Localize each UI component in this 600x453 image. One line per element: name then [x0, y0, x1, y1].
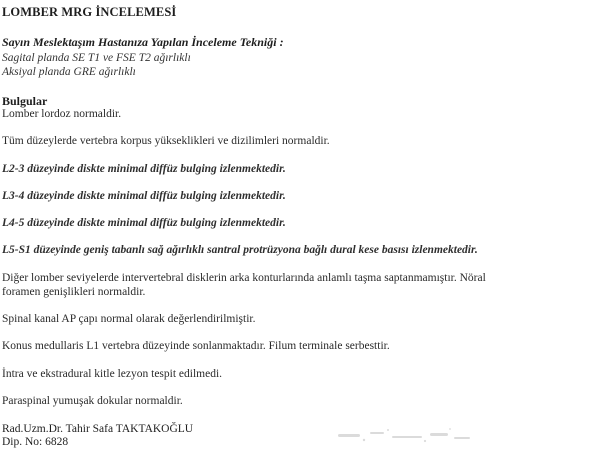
finding-vertebra: Tüm düzeylerde vertebra korpus yükseklikleri ve dizilimleri normaldir. — [2, 135, 330, 147]
finding-disc-l2-l3: L2-3 düzeyinde diskte minimal diffüz bulging izlenmektedir. — [2, 163, 286, 175]
finding-disc-l3-l4: L3-4 düzeyinde diskte minimal diffüz bulging izlenmektedir. — [2, 190, 286, 202]
signature-diploma-number: Dip. No: 6828 — [2, 436, 69, 448]
technique-line-sagittal: Sagital planda SE T1 ve FSE T2 ağırlıklı — [2, 52, 191, 64]
finding-conus-medullaris: Konus medullaris L1 vertebra düzeyinde sonlanmaktadır. Filum terminale serbesttir. — [2, 340, 390, 352]
scan-smudge — [330, 424, 480, 448]
finding-disc-l4-l5: L4-5 düzeyinde diskte minimal diffüz bulging izlenmektedir. — [2, 217, 286, 229]
report-title: LOMBER MRG İNCELEMESİ — [2, 5, 177, 19]
findings-heading: Bulgular — [2, 94, 48, 108]
finding-spinal-canal: Spinal kanal AP çapı normal olarak değerlendirilmiştir. — [2, 313, 256, 325]
signature-name: Rad.Uzm.Dr. Tahir Safa TAKTAKOĞLU — [2, 423, 194, 435]
finding-other-levels: Diğer lomber seviyelerde intervertebral disklerin arka konturlarında anlamlı taşma saptanmamıştır. Nöral — [2, 272, 486, 284]
technique-heading: Sayın Meslektaşım Hastanıza Yapılan İnceleme Tekniği : — [2, 35, 284, 49]
finding-mass-lesion: İntra ve ekstradural kitle lezyon tespit edilmedi. — [2, 368, 223, 380]
finding-lordosis: Lomber lordoz normaldir. — [2, 108, 122, 120]
finding-paraspinal: Paraspinal yumuşak dokular normaldir. — [2, 395, 183, 407]
finding-disc-l5-s1: L5-S1 düzeyinde geniş tabanlı sağ ağırlıklı santral protrüzyona bağlı dural kese basısı izlenmektedir. — [2, 244, 478, 256]
technique-line-axial: Aksiyal planda GRE ağırlıklı — [2, 66, 136, 78]
finding-foramen: foramen genişlikleri normaldir. — [2, 286, 146, 298]
